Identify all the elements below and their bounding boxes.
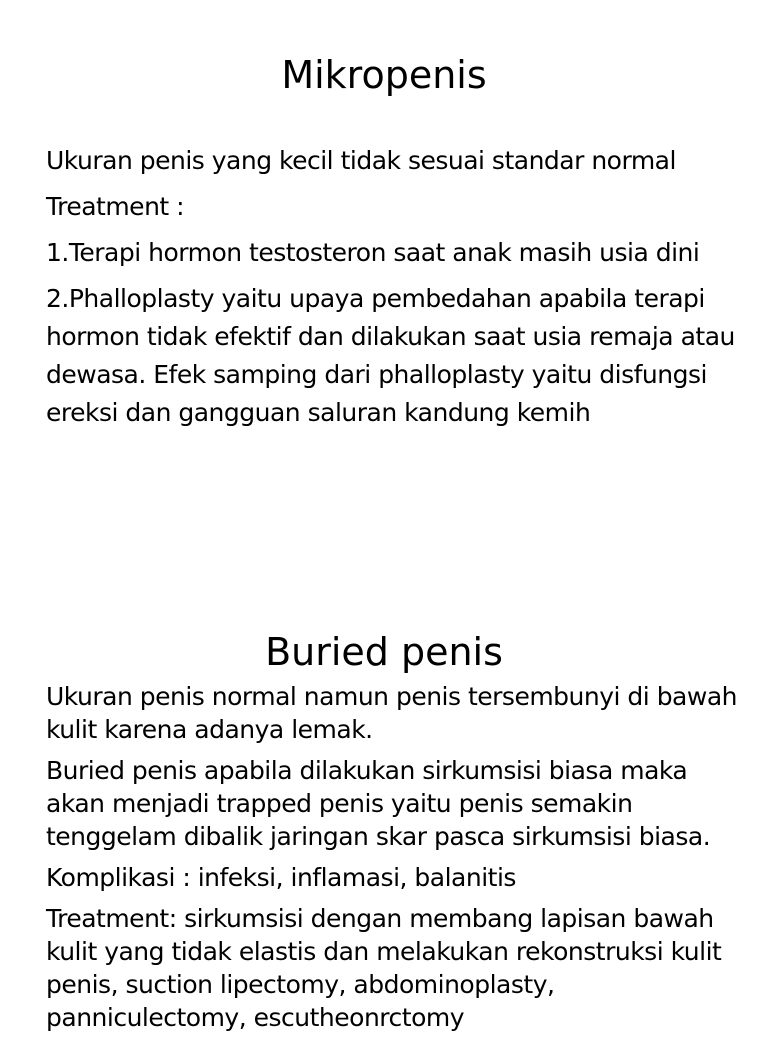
paragraph-treatment-heading: Treatment : <box>46 192 185 221</box>
paragraph-trapped-penis: Buried penis apabila dilakukan sirkumsisi biasa maka akan menjadi trapped penis yaitu penis semakin tenggelam dibalik jaringan skar pasca sirkumsisi biasa. <box>46 756 711 851</box>
slide-title: Mikropenis <box>281 53 487 97</box>
paragraph-treatment-2: 2.Phalloplasty yaitu upaya pembedahan apabila terapi hormon tidak efektif dan dilakukan saat usia remaja atau dewasa. Efek samping dari phalloplasty yaitu disfungsi ereksi dan gangguan saluran kandung kemih <box>46 284 735 427</box>
paragraph-treatment-1: 1.Terapi hormon testosteron saat anak masih usia dini <box>46 238 700 267</box>
paragraph-definition: Ukuran penis normal namun penis tersembunyi di bawah kulit karena adanya lemak. <box>46 682 737 744</box>
paragraph-treatment: Treatment: sirkumsisi dengan membang lapisan bawah kulit yang tidak elastis dan melakukan rekonstruksi kulit penis, suction lipectomy, abdominoplasty, panniculectomy, escutheonrctomy <box>46 904 722 1032</box>
paragraph-complications: Komplikasi : infeksi, inflamasi, balanitis <box>46 863 516 892</box>
slide-buried-penis <box>0 588 768 1032</box>
slide-body <box>46 680 746 1042</box>
slide-body <box>46 142 746 440</box>
slide-title: Buried penis <box>265 630 503 674</box>
paragraph-definition: Ukuran penis yang kecil tidak sesuai standar normal <box>46 146 676 175</box>
